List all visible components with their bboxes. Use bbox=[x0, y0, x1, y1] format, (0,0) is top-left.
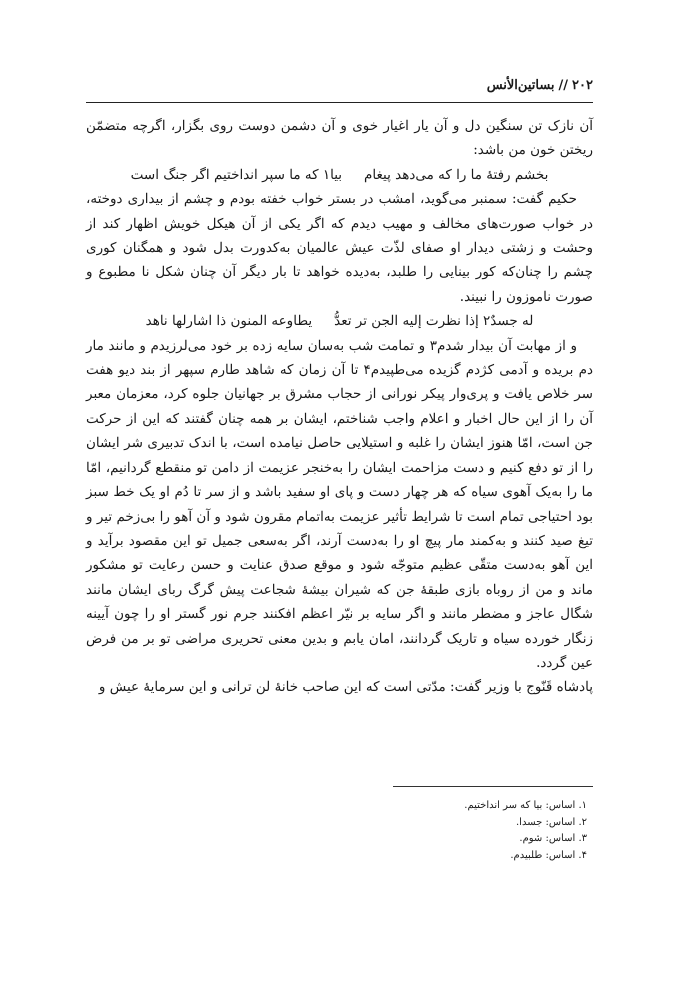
footnote-rule bbox=[393, 786, 593, 787]
footnote: ۴. اساس: طلبیدم. bbox=[510, 849, 587, 861]
paragraph: پادشاه قَنّوج با وزیر گفت: مدّتی است که این صاحب خانهٔ لن ترانی و این سرمایهٔ عیش و bbox=[98, 679, 593, 696]
footnote: ۳. اساس: شوم. bbox=[519, 833, 587, 845]
footnote: ۱. اساس: بیا که سر انداختیم. bbox=[464, 800, 587, 811]
running-header bbox=[86, 78, 593, 93]
verse-2 bbox=[86, 309, 593, 333]
main-text bbox=[86, 114, 593, 700]
verse-hemistich: یطاوعه المنون ذا اشارلها ناهد bbox=[145, 313, 313, 330]
verse-hemistich: بخشم رفتهٔ ما را که می‌دهد پیغام bbox=[364, 166, 549, 183]
book-title: بساتین‌الأنس bbox=[486, 78, 555, 93]
verse-hemistich: له جسدٌ۲ إذا نظرت إلیه الجن تر تعدُّ bbox=[334, 313, 534, 330]
footnote: ۲. اساس: جسدا. bbox=[516, 816, 587, 828]
verse-hemistich: بیا۱ که ما سپر انداختیم اگر جنگ است bbox=[130, 166, 343, 183]
paragraph: آن نازک تن سنگین دل و آن یار اغیار خوی و آن دشمن دوست روی بگزار، اگرچه متضمّن ریختن خون من باشد: bbox=[86, 118, 593, 159]
header-rule bbox=[86, 102, 593, 103]
paragraph: و از مهابت آن بیدار شدم۳ و تمامت شب به‌سان سایه زده بر خود می‌لرزیدم و مانند مار دم بریده و آدمی کژدم گزیده می‌طپیدم۴ تا آن زمان که شاهد طارم سپهر از بند دیو هفت سر خلاص یافت و پری‌وار پیکر نورانی از حجاب مشرق بر جهانیان جلوه کرد، معزمان معبر آن را از این حال اخبار و اعلام واجب شناختم، ایشان بر همه چنان گفتند که این از حرکت جن است، امّا هنوز ایشان را غلبه و استیلایی حاصل نیامده است، با اندک تدبیری شر ایشان را از تو دفع کنیم و دست مزاحمت ایشان را به‌خنجر عزیمت از دامن تو منقطع گردانیم، امّا ما را به‌یک آهوی سیاه که هر چهار دست و پای او سفید باشد و از سر تا دُم او یک خط سبز بود احتیاجی تمام است تا شرایط تأثیر عزیمت به‌اتمام مقرون شود و آن آهو را بی‌زخم تیر و تیغ صید کنند و به‌کمند مار پیچ او را به‌دست آرند، اگر به‌سعی جمیل تو این مقصود برآید و این آهو به‌دست متقّی عظیم متوجّه شود و موقع صدق عنایت و حسن رعایت تو مشکور ماند و من از روباه بازی طبقهٔ جن که شیران بیشهٔ شجاعت پیش گرگ ربای ایشان مانند شگال عاجز و مضطر مانند و اگر سایه بر نیّر اعظم افکنند جرم نور گستر او را چون آیینه زنگار خورده سیاه و تاریک گردانند، امان یابم و بدین معنی تحریری مراضی تو بر من فرض عین گردد. bbox=[86, 337, 593, 671]
page-number: ۲۰۲ bbox=[572, 78, 593, 93]
paragraph: حکیم گفت: سمنبر می‌گوید، امشب در بستر خواب خفته بودم و چشم از بیداری دوخته، در خواب صورت‌های مخالف و مهیب دیدم که اگر یکی از آن هیکل خویش اظهار کند از وحشت و زشتی دیدار او صفای لذّت عیش عالمیان به‌کدورت بدل شود و همگنان کوری چشم را چنان‌که کور بینایی را طلبد، به‌دیده خواهد تا بار دیگر آن چنان شکل نا مطبوع و صورت ناموزون را نبیند. bbox=[86, 191, 593, 305]
verse-1 bbox=[86, 163, 593, 187]
footnotes bbox=[86, 798, 593, 864]
header-separator: // bbox=[558, 78, 569, 93]
